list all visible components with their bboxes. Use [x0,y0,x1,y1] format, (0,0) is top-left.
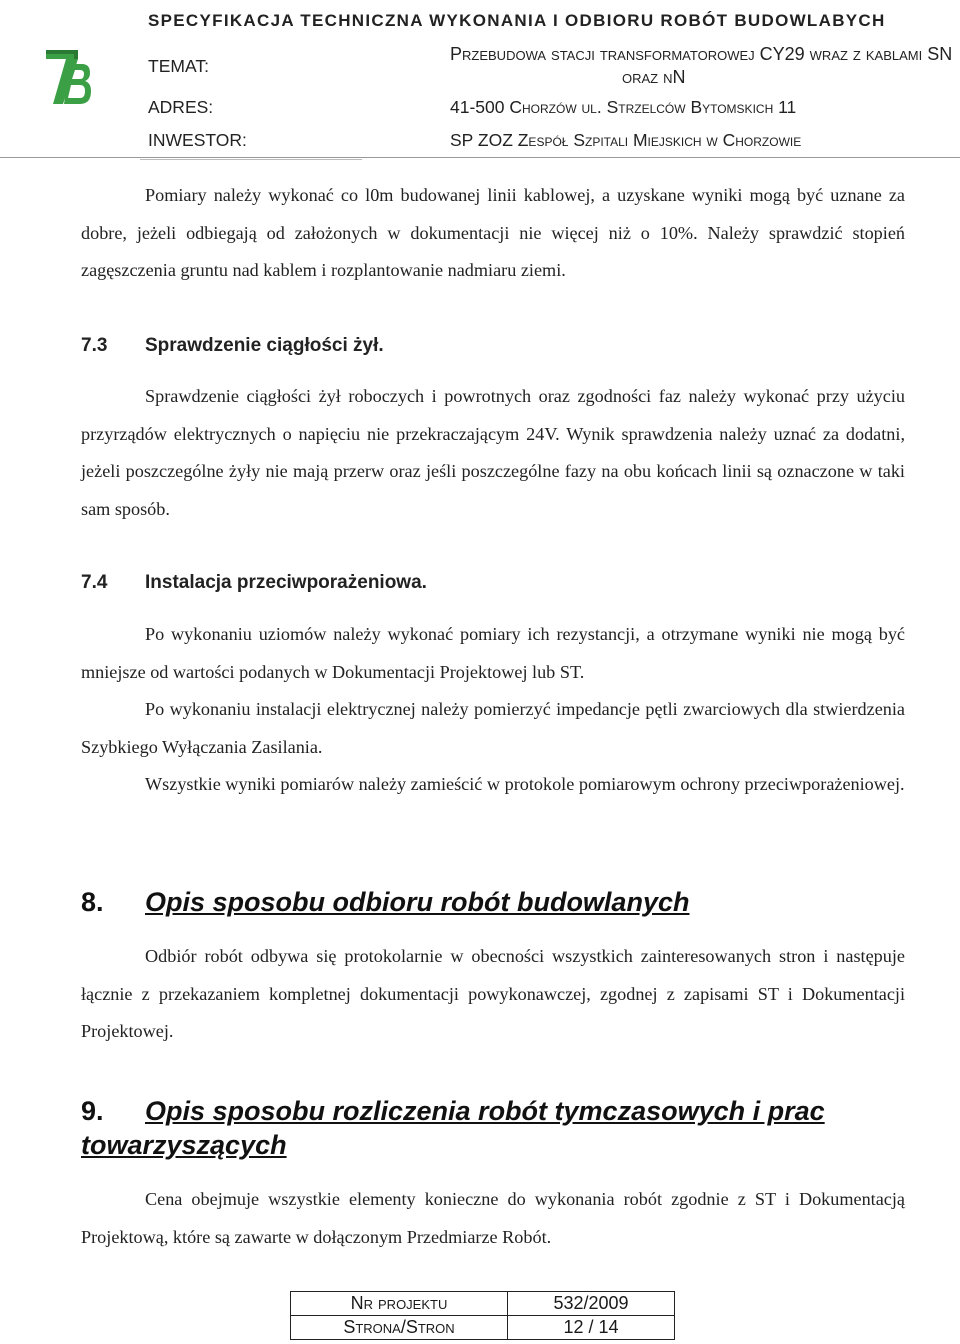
temat-value-line2: oraz nN [622,67,686,87]
section-7-3-heading [81,335,384,357]
section-number: 7.4 [81,572,108,593]
section-number: 9. [81,1096,104,1126]
section-title: Opis sposobu rozliczenia robót tymczasowych i prac towarzyszących [81,1096,825,1160]
paragraph-protocol: Wszystkie wyniki pomiarów należy zamieścić w protokole pomiarowym ochrony przeciwporażeniowej. [145,774,905,794]
7B-logo-icon [44,48,92,106]
section-title: Opis sposobu odbioru robót budowlanych [145,887,690,917]
document-header [0,0,960,158]
section-8-heading [81,885,689,919]
paragraph-continuity: Sprawdzenie ciągłości żył roboczych i powrotnych oraz zgodności faz należy wykonać przy użyciu przyrządów elektrycznych o napięciu nie przekraczającym 24V. Wynik sprawdzenia należy uznać za dodatni, jeżeli poszczególne żyły nie mają przerw oraz jeśli poszczególne fazy na obu końcach linii są oznaczone w taki sam sposób. [81,386,905,519]
inwestor-label: INWESTOR: [148,130,247,150]
paragraph-measurements: Pomiary należy wykonać co l0m budowanej linii kablowej, a uzyskane wyniki mogą być uznane za dobre, jeżeli odbiegają od założonych w dokumentacji nie więcej niż o 10%. Należy sprawdzić stopień zagęszczenia gruntu nad kablem i rozplantowanie nadmiaru ziemi. [81,185,905,280]
table-row [291,1292,675,1316]
paragraph-price: Cena obejmuje wszystkie elementy konieczne do wykonania robót zgodnie z ST i Dokumentacją Projektową, które są zawarte w dołączonym Przedmiarze Robót. [81,1189,905,1247]
page-value: 12 / 14 [508,1316,675,1340]
section-title: Sprawdzenie ciągłości żył. [145,335,384,356]
section-title: Instalacja przeciwporażeniowa. [145,572,427,593]
inwestor-value: SP ZOZ Zespół Szpitali Miejskich w Chorzowie [450,130,802,150]
adres-value: 41-500 Chorzów ul. Strzelców Bytomskich 11 [450,97,797,117]
page-label: Strona/Stron [291,1316,508,1340]
footer-table [290,1291,675,1340]
paragraph-impedance: Po wykonaniu instalacji elektrycznej należy pomierzyć impedancje pętli zwarciowych dla stwierdzenia Szybkiego Wyłączania Zasilania. [81,699,905,757]
project-number-label: Nr projektu [291,1292,508,1316]
header-divider-short [140,159,362,160]
table-row [291,1316,675,1340]
adres-label: ADRES: [148,97,214,117]
paragraph-acceptance: Odbiór robót odbywa się protokolarnie w obecności wszystkich zainteresowanych stron i następuje łącznie z przekazaniem kompletnej dokumentacji powykonawczej, zgodnej z zapisami ST i Dokumentacji Projektowej. [81,946,905,1041]
section-number: 8. [81,887,104,917]
header-divider [0,157,960,158]
section-9-heading [81,1094,901,1162]
section-number: 7.3 [81,335,108,356]
section-7-4-heading [81,572,427,594]
temat-value-line1: Przebudowa stacji transformatorowej CY29 wraz z kablami SN [450,44,953,64]
document-title: SPECYFIKACJA TECHNICZNA WYKONANIA I ODBIORU ROBÓT BUDOWLABYCH [148,11,886,30]
temat-label: TEMAT: [148,56,209,76]
paragraph-grounding: Po wykonaniu uziomów należy wykonać pomiary ich rezystancji, a otrzymane wyniki nie mogą być mniejsze od wartości podanych w Dokumentacji Projektowej lub ST. [81,624,905,682]
project-number-value: 532/2009 [508,1292,675,1316]
